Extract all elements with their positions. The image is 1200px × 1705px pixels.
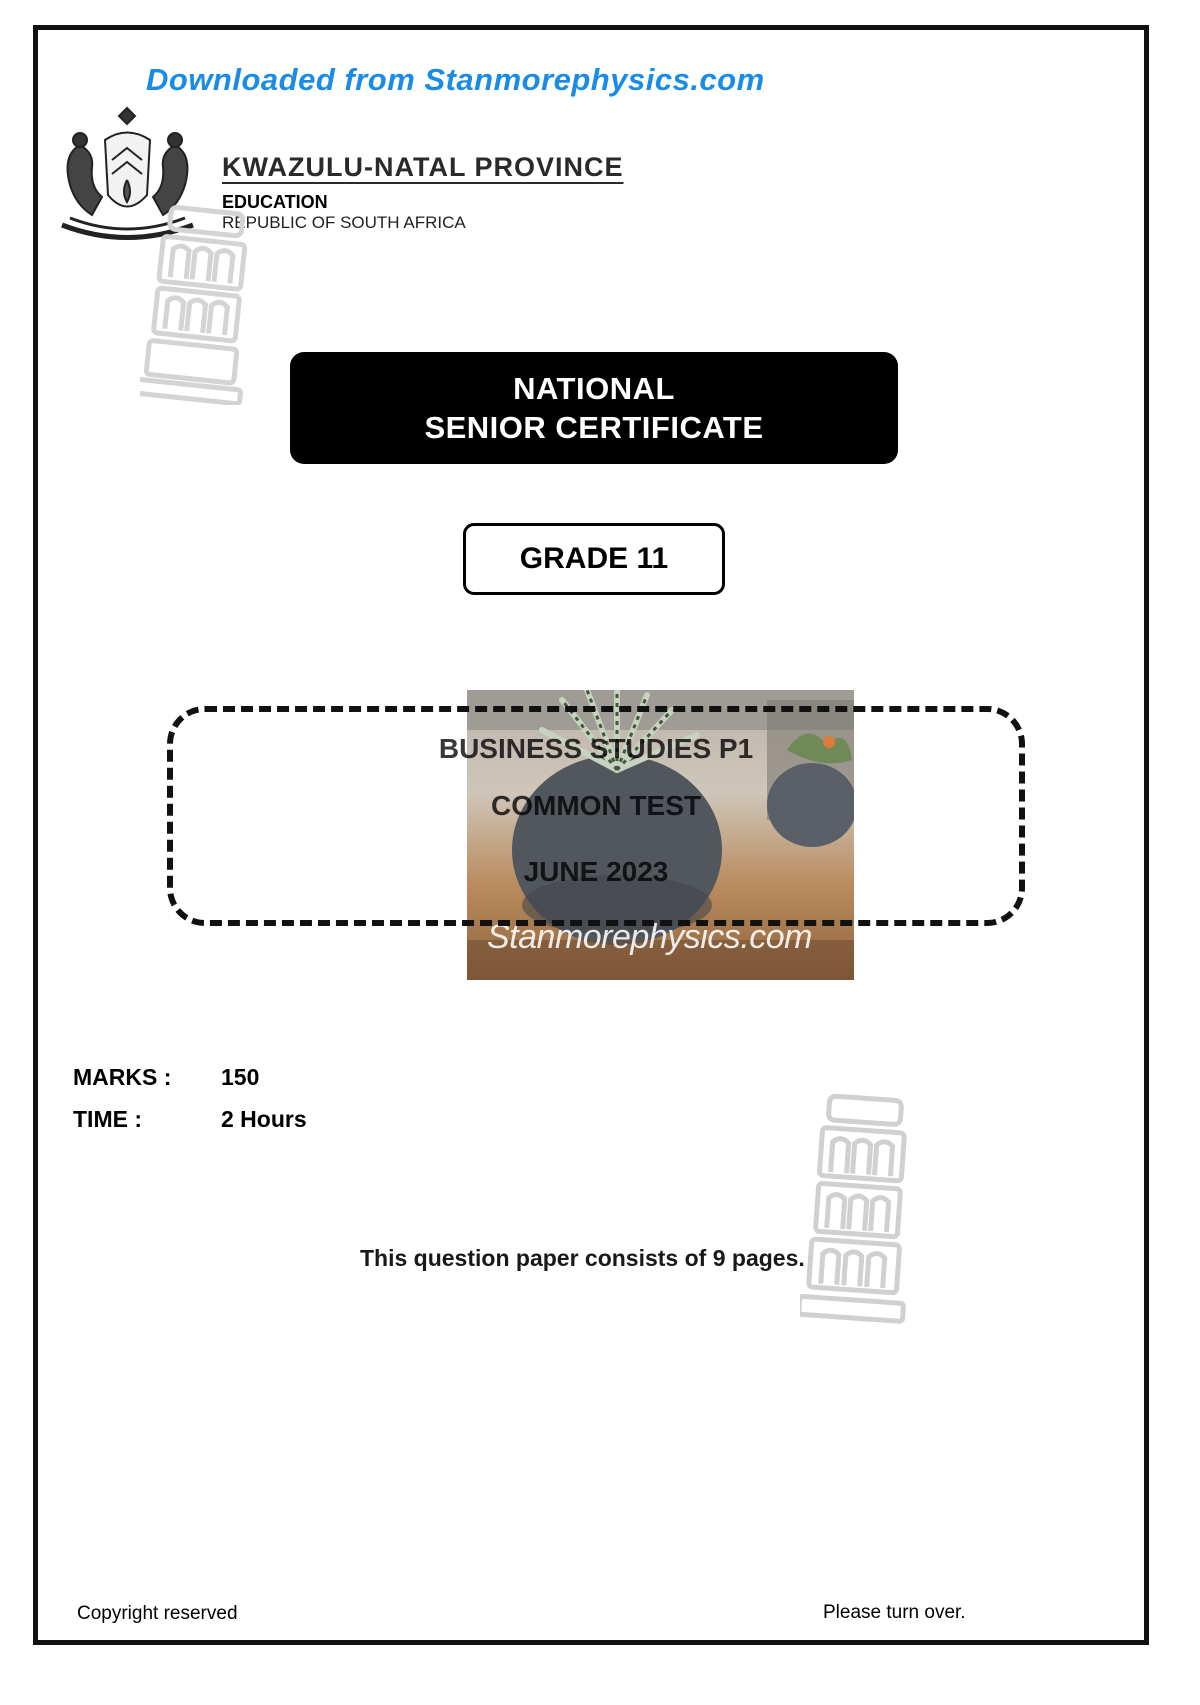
- time-label: TIME :: [73, 1106, 142, 1132]
- download-banner[interactable]: Downloaded from Stanmorephysics.com: [146, 62, 765, 97]
- province-name: KWAZULU-NATAL PROVINCE: [222, 152, 624, 182]
- footer-turn-over: Please turn over.: [823, 1602, 966, 1623]
- department-name: EDUCATION: [222, 192, 328, 212]
- time-value: 2 Hours: [221, 1106, 307, 1132]
- certificate-banner: [290, 352, 898, 464]
- watermark-caption: Stanmorephysics.com: [487, 918, 812, 956]
- subject-title: BUSINESS STUDIES P1: [438, 733, 754, 764]
- paper-type: COMMON TEST: [491, 790, 701, 821]
- marks-label: MARKS :: [73, 1064, 172, 1090]
- leaning-tower-icon: [800, 1090, 915, 1330]
- country-name: REPUBLIC OF SOUTH AFRICA: [222, 213, 466, 232]
- page-count-note: This question paper consists of 9 pages.: [360, 1245, 805, 1271]
- marks-value: 150: [221, 1064, 260, 1090]
- footer-copyright: Copyright reserved: [77, 1603, 238, 1624]
- grade-badge: GRADE 11: [463, 523, 725, 595]
- certificate-line-2: SENIOR CERTIFICATE: [424, 410, 764, 445]
- certificate-line-1: NATIONAL: [513, 371, 675, 406]
- paper-date: JUNE 2023: [523, 856, 669, 887]
- leaning-tower-icon: [140, 200, 255, 405]
